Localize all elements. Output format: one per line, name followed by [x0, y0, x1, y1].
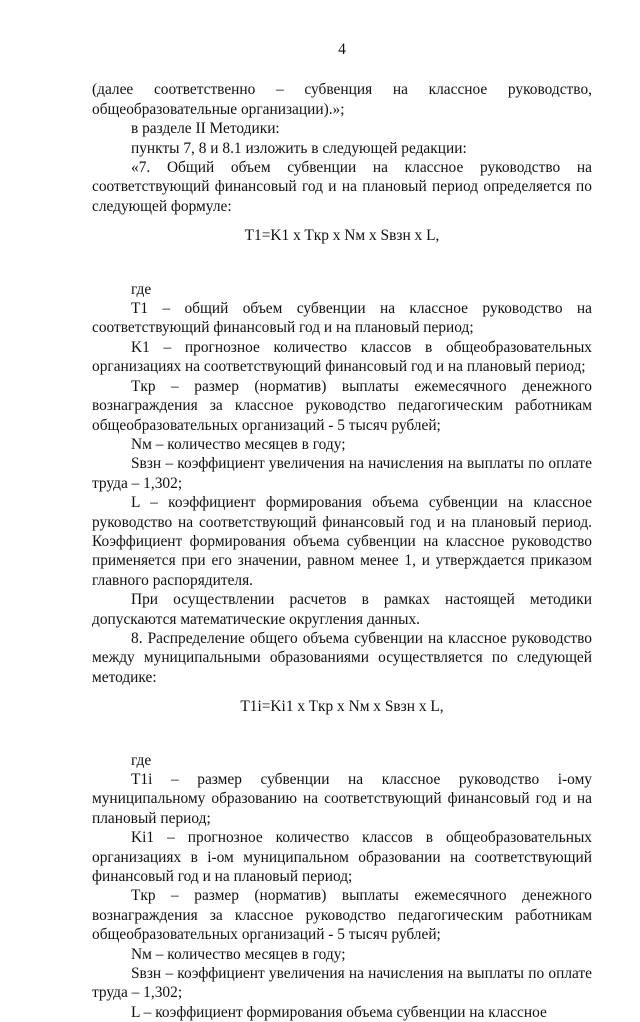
- definition-nm-2: Nм – количество месяцев в году;: [131, 945, 346, 963]
- paragraph-where: где: [131, 280, 152, 298]
- definition-tkr: Tкр – размер (норматив) выплаты ежемесячного денежного вознаграждения за классное руководство педагогическим работникам общеобразовательных организаций - 5 тысяч рублей;: [92, 377, 592, 434]
- definition-svzn: Sвзн – коэффициент увеличения на начисления на выплаты по оплате труда – 1,302;: [92, 455, 592, 492]
- formula-distribution: T1i=Ki1 x Tкр x Nм x Sвзн x L,: [240, 698, 444, 716]
- definition-svzn-2: Sвзн – коэффициент увеличения на начисления на выплаты по оплате труда – 1,302;: [92, 965, 592, 1002]
- paragraph-section-ref: в разделе II Методики:: [131, 120, 280, 138]
- definition-nm: Nм – количество месяцев в году;: [131, 435, 346, 453]
- definition-t1: T1 – общий объем субвенции на классное руководство на соответствующий финансовый год и на плановый период;: [92, 300, 592, 337]
- definition-l: L – коэффициент формирования объема субвенции на классное руководство на соответствующий финансовый год и на плановый период. Коэффициент формирования объема субвенции на классное руководство применяется при его значении, равном менее 1, и утверждается приказом главного распорядителя.: [92, 494, 592, 589]
- formula-total: T1=K1 x Tкр x Nм x Sвзн x L,: [244, 227, 440, 245]
- paragraph-continuation: (далее соответственно – субвенция на классное руководство, общеобразовательные организации).»;: [92, 81, 592, 118]
- definition-l-2: L – коэффициент формирования объема субвенции на классное: [131, 1003, 547, 1021]
- definition-t1i: T1i – размер субвенции на классное руководство i-ому муниципальному образованию на соответствующий финансовый год и на плановый период;: [92, 771, 592, 827]
- paragraph-rounding: При осуществлении расчетов в рамках настоящей методики допускаются математические округления данных.: [92, 591, 592, 628]
- paragraph-item-8: 8. Распределение общего объема субвенции на классное руководство между муниципальными образованиями осуществляется по следующей методике:: [92, 629, 592, 686]
- definition-ki1: Ki1 – прогнозное количество классов в общеобразовательных организациях в i-ом муниципальном образовании на соответствующий финансовый год и на плановый период;: [92, 829, 592, 886]
- paragraph-where-2: где: [131, 751, 152, 769]
- definition-k1: K1 – прогнозное количество классов в общеобразовательных организациях на соответствующий финансовый год и на плановый период;: [92, 338, 592, 376]
- paragraph-points-ref: пункты 7, 8 и 8.1 изложить в следующей редакции:: [131, 139, 467, 157]
- page-number: 4: [338, 41, 346, 58]
- paragraph-item-7: «7. Общий объем субвенции на классное руководство на соответствующий финансовый год и на плановый период определяется по следующей формуле:: [92, 159, 592, 215]
- definition-tkr-2: Tкр – размер (норматив) выплаты ежемесячного денежного вознаграждения за классное руководство педагогическим работникам общеобразовательных организаций - 5 тысяч рублей;: [92, 887, 592, 944]
